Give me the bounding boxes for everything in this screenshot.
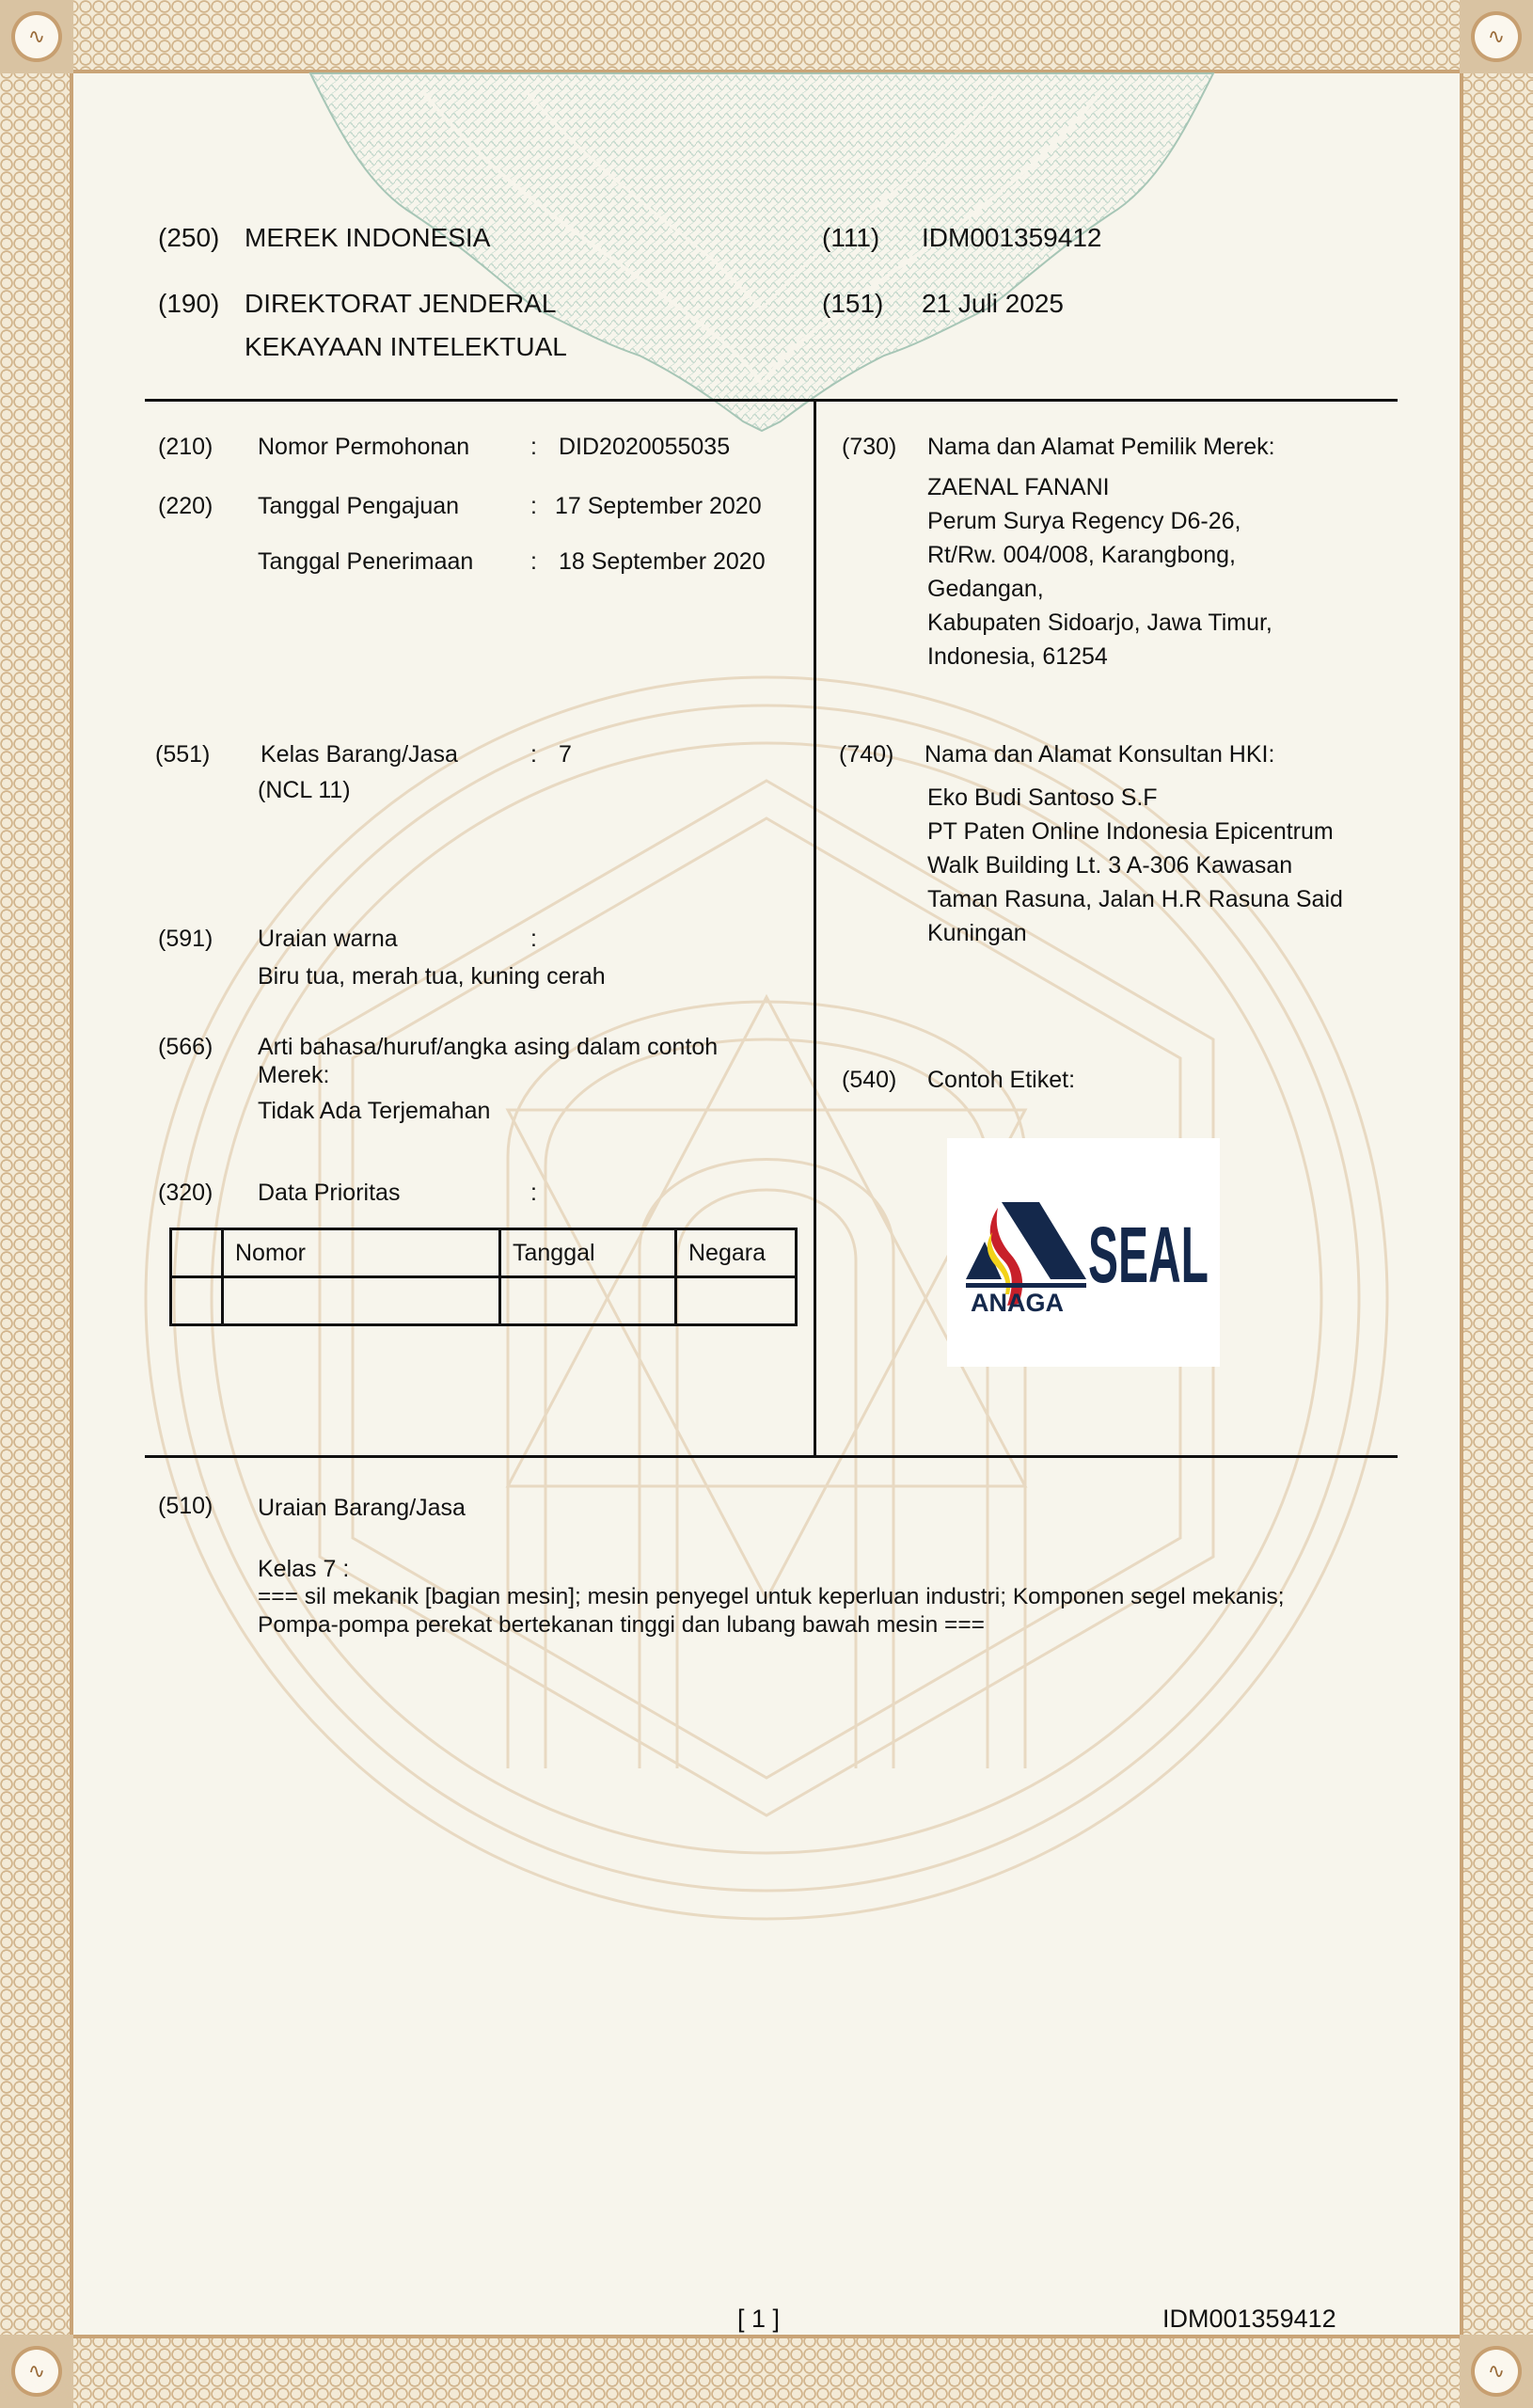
table-header-row	[171, 1229, 797, 1277]
border-right	[1460, 0, 1533, 2408]
border-rule	[73, 2335, 1460, 2338]
corner-ornament	[0, 0, 73, 73]
corner-ornament	[1460, 2335, 1533, 2408]
owner-address-line: Perum Surya Regency D6-26,	[927, 508, 1241, 534]
divider-top	[145, 399, 1398, 402]
column-header-negara: Negara	[676, 1229, 797, 1277]
table-cell	[171, 1229, 223, 1277]
consultant-line: Eko Budi Santoso S.F	[927, 784, 1158, 811]
colors-value: Biru tua, merah tua, kuning cerah	[258, 963, 606, 990]
registration-number: IDM001359412	[922, 223, 1102, 252]
ornament-icon: ∿	[15, 15, 58, 58]
code-210: (210)	[158, 434, 213, 460]
code-151: (151)	[822, 289, 884, 318]
translation-value: Tidak Ada Terjemahan	[258, 1098, 491, 1124]
application-number-value: DID2020055035	[559, 434, 731, 460]
consultant-line: PT Paten Online Indonesia Epicentrum	[927, 818, 1334, 845]
corner-ornament	[1460, 0, 1533, 73]
colon: :	[530, 434, 537, 460]
owner-address-line: Indonesia, 61254	[927, 643, 1108, 670]
footer-document-number: IDM001359412	[1162, 2305, 1336, 2333]
authority-line-2: KEKAYAAN INTELEKTUAL	[245, 332, 567, 361]
logo-bar	[966, 1283, 1086, 1288]
logo-sub-text: ANAGA	[971, 1289, 1064, 1317]
priority-label: Data Prioritas	[258, 1180, 401, 1206]
page-number: [ 1 ]	[737, 2305, 781, 2333]
ornament-icon: ∿	[1475, 15, 1518, 58]
colon: :	[530, 548, 537, 575]
table-cell	[223, 1277, 500, 1325]
border-rule	[1460, 73, 1463, 2335]
code-730: (730)	[842, 434, 897, 460]
consultant-line: Walk Building Lt. 3 A-306 Kawasan	[927, 852, 1293, 879]
code-220: (220)	[158, 493, 213, 519]
translation-label-line-2: Merek:	[258, 1062, 330, 1088]
anaga-seal-logo	[947, 1138, 1220, 1367]
document-type-title: MEREK INDONESIA	[245, 223, 491, 252]
code-250: (250)	[158, 223, 220, 252]
ornament-icon: ∿	[15, 2350, 58, 2393]
code-591: (591)	[158, 926, 213, 952]
table-cell	[676, 1277, 797, 1325]
class-label: Kelas Barang/Jasa	[261, 741, 458, 768]
colon: :	[530, 926, 537, 952]
owner-address-line: Rt/Rw. 004/008, Karangbong,	[927, 542, 1237, 568]
colon: :	[530, 493, 537, 519]
consultant-label: Nama dan Alamat Konsultan HKI:	[925, 741, 1275, 768]
brand-logo	[947, 1138, 1220, 1367]
colon: :	[530, 741, 537, 768]
divider-vertical	[814, 399, 816, 1458]
goods-description-line-1: === sil mekanik [bagian mesin]; mesin penyegel untuk keperluan industri; Komponen segel mekanis;	[258, 1584, 1285, 1609]
code-551: (551)	[155, 741, 211, 768]
border-top	[0, 0, 1533, 73]
receipt-date-value: 18 September 2020	[559, 548, 766, 575]
label-sample-label: Contoh Etiket:	[927, 1067, 1076, 1093]
code-190: (190)	[158, 289, 220, 318]
filing-date-label: Tanggal Pengajuan	[258, 493, 460, 519]
filing-date-value: 17 September 2020	[555, 493, 762, 519]
authority-line-1: DIREKTORAT JENDERAL	[245, 289, 557, 318]
code-740: (740)	[839, 741, 894, 768]
table-cell	[500, 1277, 676, 1325]
colon: :	[530, 1180, 537, 1206]
column-header-tanggal: Tanggal	[500, 1229, 676, 1277]
border-left	[0, 0, 73, 2408]
goods-description-line-2: Pompa-pompa perekat bertekanan tinggi dan lubang bawah mesin ===	[258, 1612, 985, 1638]
column-header-nomor: Nomor	[223, 1229, 500, 1277]
consultant-line: Taman Rasuna, Jalan H.R Rasuna Said	[927, 886, 1343, 912]
owner-address-line: Kabupaten Sidoarjo, Jawa Timur,	[927, 610, 1272, 636]
code-320: (320)	[158, 1180, 213, 1206]
code-111: (111)	[822, 223, 880, 252]
consultant-line: Kuningan	[927, 920, 1027, 946]
receipt-date-label: Tanggal Penerimaan	[258, 548, 474, 575]
ornament-icon: ∿	[1475, 2350, 1518, 2393]
border-bottom	[0, 2335, 1533, 2408]
table-row	[171, 1277, 797, 1325]
owner-address-line: Gedangan,	[927, 576, 1044, 602]
logo-main-text: SEAL	[1088, 1211, 1209, 1299]
goods-label: Uraian Barang/Jasa	[258, 1495, 466, 1521]
divider-bottom	[145, 1455, 1398, 1458]
registration-date: 21 Juli 2025	[922, 289, 1065, 318]
class-value: 7	[559, 741, 572, 768]
owner-name: ZAENAL FANANI	[927, 474, 1110, 500]
ncl-edition: (NCL 11)	[258, 777, 351, 803]
owner-label: Nama dan Alamat Pemilik Merek:	[927, 434, 1275, 460]
priority-table	[169, 1228, 798, 1326]
application-number-label: Nomor Permohonan	[258, 434, 470, 460]
colors-label: Uraian warna	[258, 926, 398, 952]
code-566: (566)	[158, 1034, 213, 1060]
goods-class-label: Kelas 7 :	[258, 1556, 350, 1582]
translation-label-line-1: Arti bahasa/huruf/angka asing dalam contoh	[258, 1034, 719, 1060]
code-540: (540)	[842, 1067, 897, 1093]
border-rule	[70, 73, 73, 2335]
corner-ornament	[0, 2335, 73, 2408]
code-510: (510)	[158, 1493, 213, 1519]
table-cell	[171, 1277, 223, 1325]
